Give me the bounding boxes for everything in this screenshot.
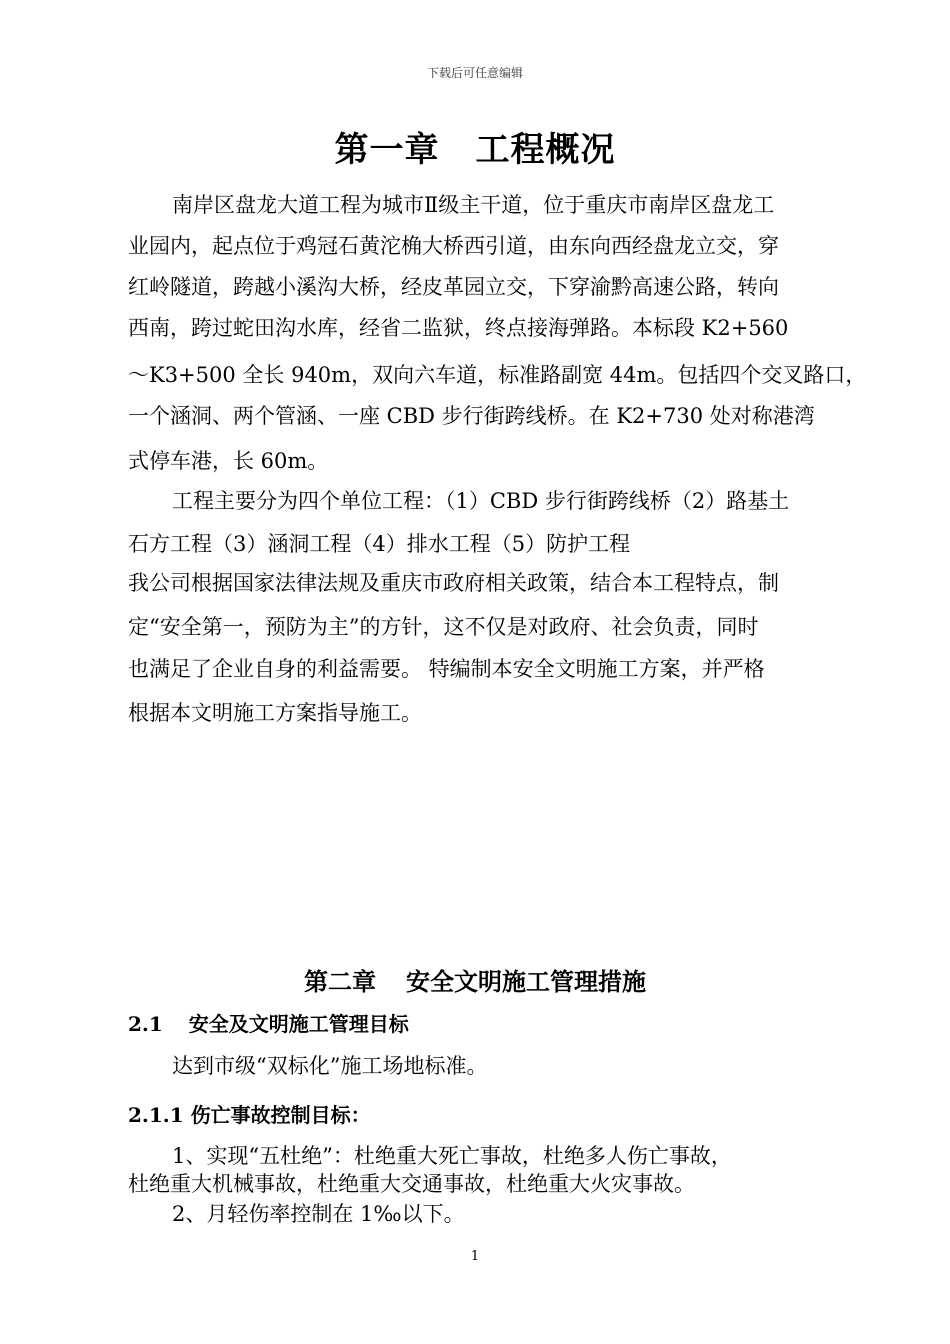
page-header-note: 下载后可任意编辑 <box>426 66 523 80</box>
chapter2-title: 安全文明施工管理措施 <box>406 967 646 996</box>
paragraph-line: 业园内，起点位于鸡冠石黄沱桷大桥西引道，由东向西经盘龙立交，穿 <box>128 234 779 258</box>
section-2-1-heading <box>128 1008 409 1037</box>
chapter2-heading <box>0 962 950 997</box>
paragraph-line: 一个涵洞、两个管涵、一座 CBD 步行街跨线桥。在 K2+730 处对称港湾 <box>128 404 815 428</box>
paragraph-line: 西南，跨过蛇田沟水库，经省二监狱，终点接海弹路。本标段 K2+560 <box>128 316 789 340</box>
list-item-line: 杜绝重大机械事故，杜绝重大交通事故，杜绝重大火灾事故。 <box>128 1172 695 1196</box>
paragraph-line: 南岸区盘龙大道工程为城市Ⅱ级主干道，位于重庆市南岸区盘龙工 <box>172 193 775 217</box>
paragraph-line: 根据本文明施工方案指导施工。 <box>128 701 422 725</box>
chapter1-title: 工程概况 <box>475 130 616 170</box>
page-number: 1 <box>470 1249 480 1264</box>
section-2-1-1-heading: 2.1.1 伤亡事故控制目标： <box>128 1103 371 1127</box>
chapter2-number: 第二章 <box>304 967 376 996</box>
chapter1-heading <box>0 122 950 171</box>
section-2-1-1-item2: 2、月轻伤率控制在 1‰以下。 <box>172 1202 465 1226</box>
section-number: 2.1 <box>128 1012 163 1036</box>
paragraph-line: ～K3+500 全长 940m，双向六车道，标准路副宽 44m。包括四个交叉路口， <box>128 363 867 387</box>
paragraph-line: 红岭隧道，跨越小溪沟大桥，经皮革园立交，下穿渝黔高速公路，转向 <box>128 275 779 299</box>
paragraph-line: 石方工程（3）涵洞工程（4）排水工程（5）防护工程 <box>128 532 631 556</box>
paragraph-line: 定“安全第一，预防为主”的方针，这不仅是对政府、社会负责，同时 <box>128 615 759 639</box>
chapter1-number: 第一章 <box>334 130 440 170</box>
list-item-line: 1、实现“五杜绝”：杜绝重大死亡事故，杜绝多人伤亡事故， <box>172 1144 732 1168</box>
paragraph-line: 工程主要分为四个单位工程：（1）CBD 步行街跨线桥（2）路基土 <box>172 489 790 513</box>
section-2-1-text: 达到市级“双标化”施工场地标准。 <box>172 1054 488 1078</box>
paragraph-line: 式停车港，长 60m。 <box>128 449 329 473</box>
paragraph-line: 我公司根据国家法律法规及重庆市政府相关政策，结合本工程特点，制 <box>128 571 779 595</box>
paragraph-line: 也满足了企业自身的利益需要。 特编制本安全文明施工方案，并严格 <box>128 657 765 681</box>
section-title: 安全及文明施工管理目标 <box>188 1012 409 1036</box>
